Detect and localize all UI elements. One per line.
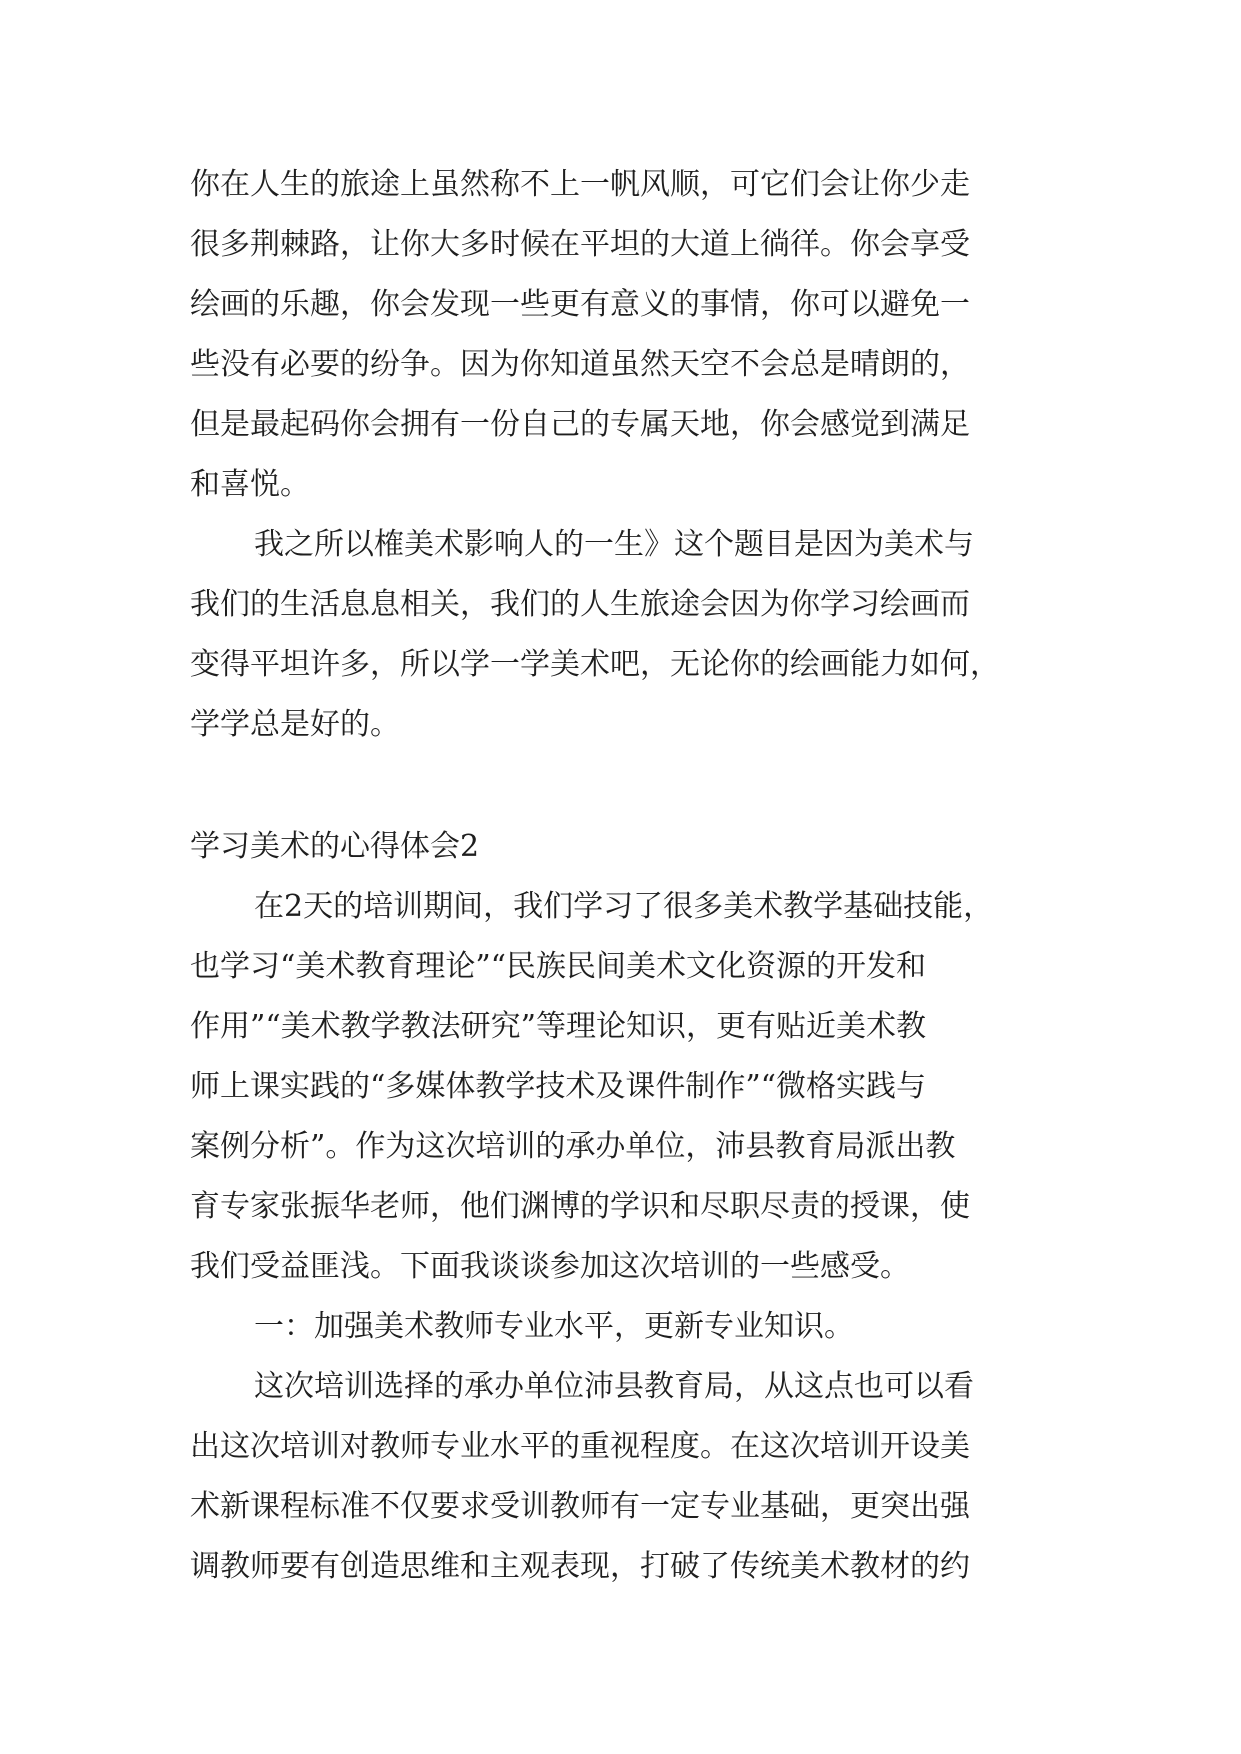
paragraph: [190, 515, 1065, 755]
paragraph: [190, 155, 1065, 515]
text-line: 但是最起码你会拥有一份自己的专属天地，你会感觉到满足: [190, 407, 970, 442]
paragraph: [190, 1297, 1065, 1357]
text-line: 和喜悦。: [190, 467, 310, 502]
text-line: 调教师要有创造思维和主观表现，打破了传统美术教材的约: [190, 1549, 970, 1584]
text-line: 我们受益匪浅。下面我谈谈参加这次培训的一些感受。: [190, 1249, 910, 1284]
text-line: 我之所以榷美术影响人的一生》这个题目是因为美术与: [254, 527, 974, 562]
text-line: 案例分析”。作为这次培训的承办单位，沛县教育局派出教: [190, 1129, 956, 1164]
text-line: 在2天的培训期间，我们学习了很多美术教学基础技能，: [254, 889, 994, 924]
text-line: 学学总是好的。: [190, 707, 400, 742]
text-line: 些没有必要的纷争。因为你知道虽然天空不会总是晴朗的，: [190, 347, 970, 382]
text-line: 作用”“美术教学教法研究”等理论知识，更有贴近美术教: [190, 1009, 927, 1044]
text-line: 一：加强美术教师专业水平，更新专业知识。: [254, 1309, 854, 1344]
document-body: [190, 155, 1065, 1597]
text-line: 出这次培训对教师专业水平的重视程度。在这次培训开设美: [190, 1429, 970, 1464]
text-line: 你在人生的旅途上虽然称不上一帆风顺，可它们会让你少走: [190, 167, 970, 202]
section-heading: 学习美术的心得体会2: [190, 829, 480, 864]
paragraph: [190, 877, 1065, 1297]
paragraph: [190, 1357, 1065, 1597]
text-line: 也学习“美术教育理论”“民族民间美术文化资源的开发和: [190, 949, 927, 984]
section-spacer: [190, 755, 1065, 817]
text-line: 绘画的乐趣，你会发现一些更有意义的事情，你可以避免一: [190, 287, 970, 322]
text-line: 我们的生活息息相关，我们的人生旅途会因为你学习绘画而: [190, 587, 970, 622]
text-line: 这次培训选择的承办单位沛县教育局，从这点也可以看: [254, 1369, 974, 1404]
text-line: 术新课程标准不仅要求受训教师有一定专业基础，更突出强: [190, 1489, 970, 1524]
text-line: 育专家张振华老师，他们渊博的学识和尽职尽责的授课，使: [190, 1189, 970, 1224]
text-line: 很多荆棘路，让你大多时候在平坦的大道上徜徉。你会享受: [190, 227, 970, 262]
text-line: 变得平坦许多，所以学一学美术吧，无论你的绘画能力如何，: [190, 647, 1000, 682]
text-line: 师上课实践的“多媒体教学技术及课件制作”“微格实践与: [190, 1069, 927, 1104]
